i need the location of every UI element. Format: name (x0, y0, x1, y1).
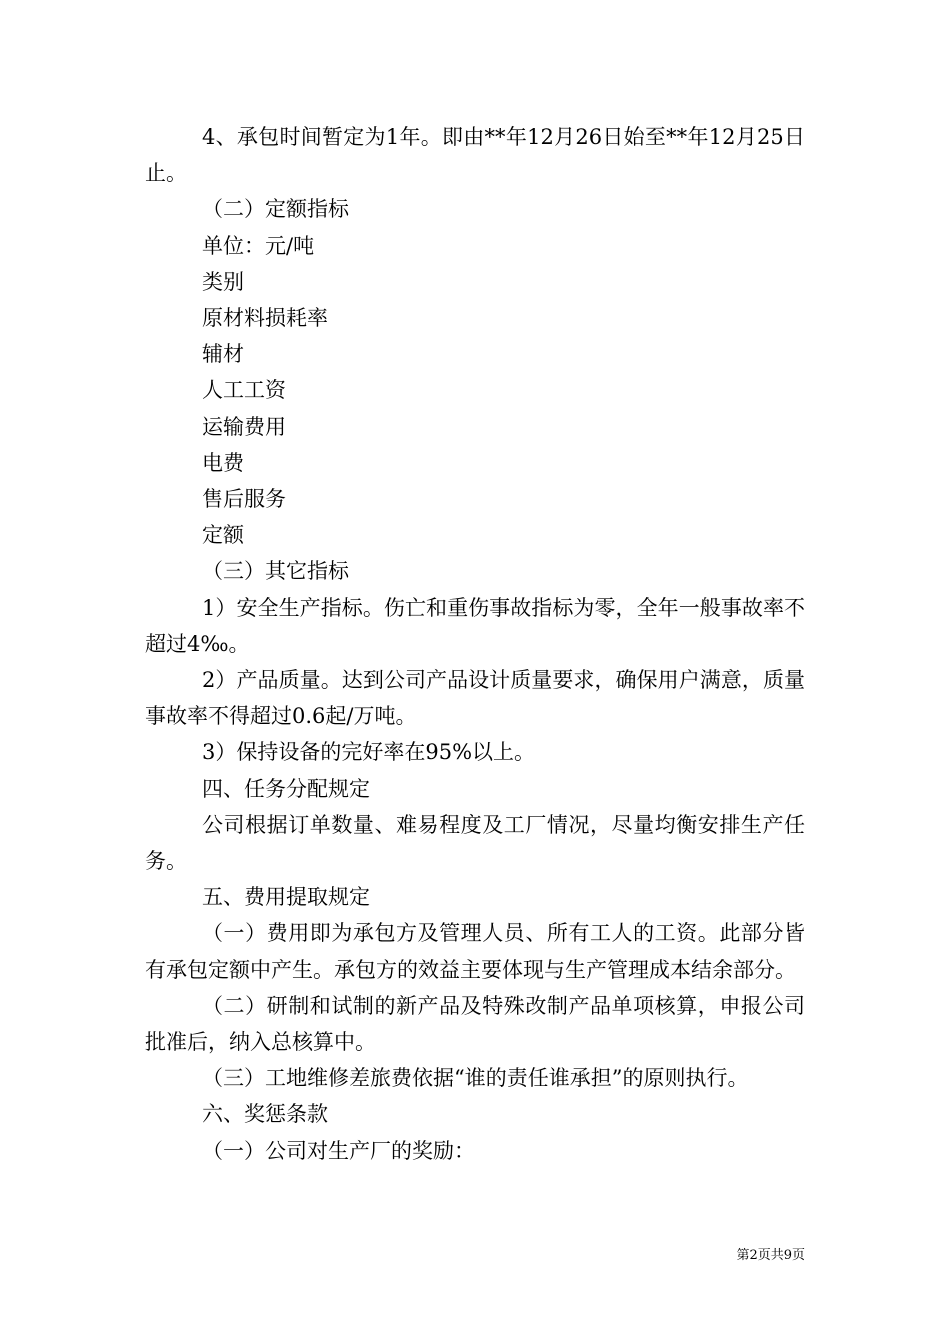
list-item-after-sales: 售后服务 (202, 487, 286, 512)
paragraph-product-quality: 2）产品质量。达到公司产品设计质量要求，确保用户满意，质量事故率不得超过0.6起/万吨。 (145, 668, 805, 729)
list-item-category: 类别 (202, 269, 244, 294)
paragraph-fee-three: （三）工地维修差旅费依据“谁的责任谁承担”的原则执行。 (202, 1066, 749, 1091)
heading-other-indicators: （三）其它指标 (202, 559, 349, 584)
heading-fee-extraction: 五、费用提取规定 (202, 885, 370, 910)
page-number: 第2页共9页 (736, 1248, 805, 1263)
paragraph-rewards-one: （一）公司对生产厂的奖励： (202, 1138, 475, 1163)
paragraph-fee-two: （二）研制和试制的新产品及特殊改制产品单项核算，申报公司批准后，纳入总核算中。 (145, 993, 805, 1055)
list-item-quota: 定额 (202, 523, 244, 548)
list-item-transport-costs: 运输费用 (202, 414, 286, 439)
list-item-electricity: 电费 (202, 450, 244, 475)
paragraph-contract-term: 4、承包时间暂定为1年。即由**年12月26日始至**年12月25日止。 (145, 125, 805, 186)
paragraph-equipment-rate: 3）保持设备的完好率在95%以上。 (202, 740, 536, 765)
paragraph-safety-indicator: 1）安全生产指标。伤亡和重伤事故指标为零，全年一般事故率不超过4‰。 (145, 595, 805, 656)
heading-quota-indicators: （二）定额指标 (202, 197, 349, 222)
list-item-material-loss-rate: 原材料损耗率 (202, 306, 328, 331)
list-item-labor-wages: 人工工资 (202, 378, 286, 403)
heading-rewards-penalties: 六、奖惩条款 (202, 1102, 328, 1127)
paragraph-unit: 单位：元/吨 (202, 233, 315, 258)
paragraph-task-allocation: 公司根据订单数量、难易程度及工厂情况，尽量均衡安排生产任务。 (145, 812, 805, 874)
paragraph-fee-one: （一）费用即为承包方及管理人员、所有工人的工资。此部分皆有承包定额中产生。承包方的效益主要体现与生产管理成本结余部分。 (145, 921, 805, 982)
document-body (145, 119, 805, 1169)
list-item-auxiliary-materials: 辅材 (202, 342, 244, 367)
heading-task-allocation: 四、任务分配规定 (202, 776, 370, 801)
